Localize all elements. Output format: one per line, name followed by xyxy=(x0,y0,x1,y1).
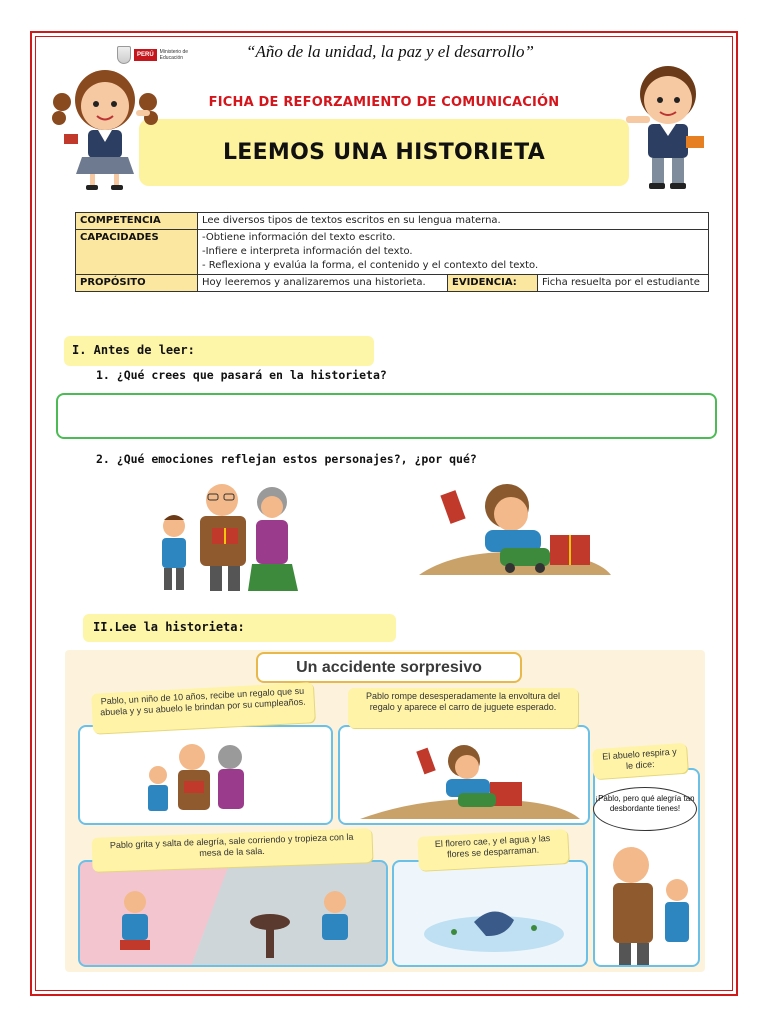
capacidad-item: - Reflexiona y evalúa la forma, el contenido y el contexto del texto. xyxy=(202,260,539,271)
competencia-label: COMPETENCIA xyxy=(76,213,198,230)
comic-panel-1 xyxy=(78,725,333,825)
comic-panel-4 xyxy=(392,860,588,967)
section-read-comic xyxy=(83,614,396,642)
capacidad-item: -Obtiene información del texto escrito. xyxy=(202,232,396,243)
evidencia-text: Ficha resuelta por el estudiante xyxy=(538,275,709,292)
question-2: 2. ¿Qué emociones reflejan estos personajes?, ¿por qué? xyxy=(96,452,477,466)
section-before-reading xyxy=(64,336,374,366)
worksheet-subject: FICHA DE REFORZAMIENTO DE COMUNICACIÓN xyxy=(208,95,560,110)
capacidades-label: CAPACIDADES xyxy=(76,230,198,275)
page-title: LEEMOS UNA HISTORIETA xyxy=(222,140,546,165)
competency-table xyxy=(75,212,709,292)
panel-1-illustration xyxy=(80,727,333,825)
evidencia-label: EVIDENCIA: xyxy=(448,275,538,292)
boy-student-illustration xyxy=(620,58,720,193)
comic-panel-2 xyxy=(338,725,590,825)
comic-caption-5: El abuelo respira y le dice: xyxy=(592,743,688,779)
section-title: II.Lee la historieta: xyxy=(93,620,245,634)
comic-caption-1: Pablo, un niño de 10 años, recibe un regalo que su abuela y y su abuelo le brindan por su cumpleaños. xyxy=(91,682,315,734)
section-title: I. Antes de leer: xyxy=(72,343,195,357)
girl-student-illustration xyxy=(50,62,160,192)
speech-bubble: ¡Pablo, pero qué alegría tan desbordante tienes! xyxy=(593,787,697,831)
capacidades-list xyxy=(198,230,709,275)
title-banner xyxy=(139,119,629,186)
family-gift-illustration xyxy=(152,478,342,593)
answer-box-1[interactable] xyxy=(56,393,717,439)
year-motto: “Año de la unidad, la paz y el desarrollo” xyxy=(246,42,534,61)
comic-caption-4: El florero cae, y el agua y las flores se desparraman. xyxy=(417,829,569,871)
logo-country: PERÚ xyxy=(134,49,157,61)
panel-4-illustration xyxy=(394,862,588,967)
comic-panel-3 xyxy=(78,860,388,967)
proposito-label: PROPÓSITO xyxy=(76,275,198,292)
panel-2-illustration xyxy=(340,727,590,825)
competencia-text: Lee diversos tipos de textos escritos en su lengua materna. xyxy=(198,213,709,230)
comic-caption-2: Pablo rompe desesperadamente la envoltura del regalo y aparece el carro de juguete esperado. xyxy=(348,688,578,728)
boy-opening-gift-illustration xyxy=(415,480,615,585)
question-1: 1. ¿Qué crees que pasará en la historieta? xyxy=(96,368,387,382)
panel-3-illustration xyxy=(80,862,388,967)
comic-caption-3: Pablo grita y salta de alegría, sale corriendo y tropieza con la mesa de la sala. xyxy=(91,828,372,872)
comic-title: Un accidente sorpresivo xyxy=(256,652,522,683)
proposito-text: Hoy leeremos y analizaremos una historieta. xyxy=(198,275,448,292)
capacidad-item: -Infiere e interpreta información del texto. xyxy=(202,246,413,257)
logo-ministry: Ministerio de Educación xyxy=(159,49,189,61)
